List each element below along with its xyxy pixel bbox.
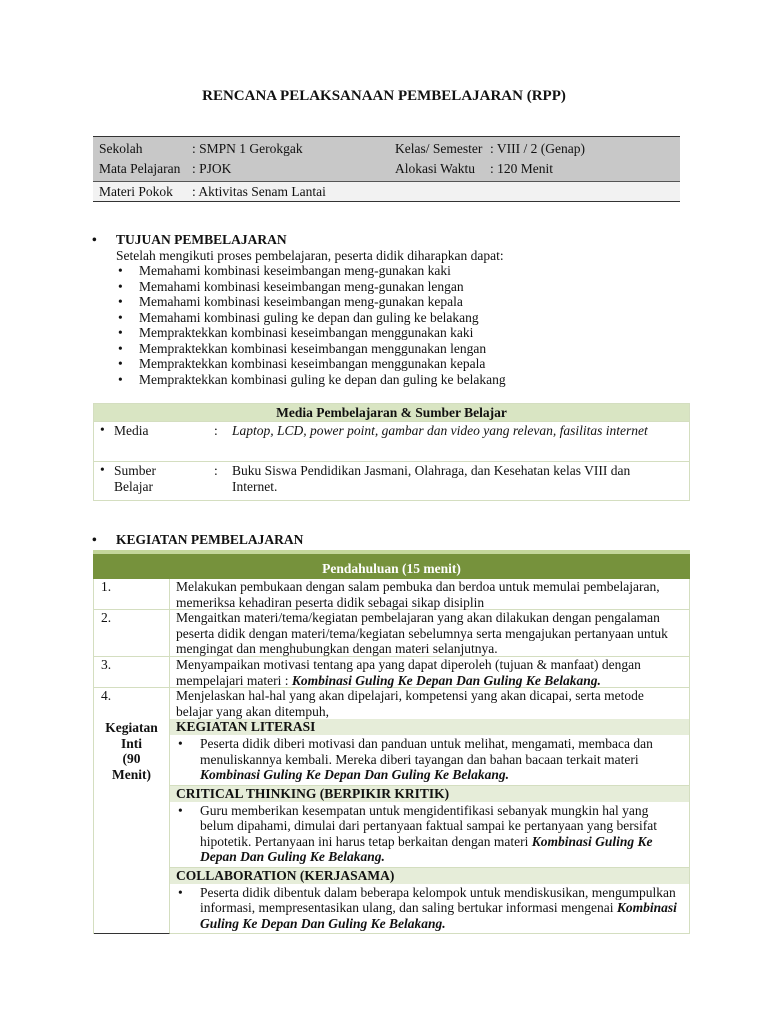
table-row <box>93 579 690 610</box>
critical-heading: CRITICAL THINKING (BERPIKIR KRITIK) <box>170 786 689 802</box>
table-row <box>93 610 690 657</box>
kelas-value: : VIII / 2 (Genap) <box>490 141 585 156</box>
tujuan-list <box>116 263 506 387</box>
bullet-icon: • <box>92 232 97 247</box>
inti-label-line: Kegiatan <box>105 720 158 735</box>
list-item: • Mempraktekkan kombinasi keseimbangan menggunakan kepala <box>116 356 506 372</box>
inti-label-line: Inti <box>120 735 142 751</box>
identity-row-3 <box>93 182 680 201</box>
sumber-value-line-1: Buku Siswa Pendidikan Jasmani, Olahraga, dan Kesehatan kelas VIII dan <box>232 463 631 478</box>
table-row <box>93 657 690 688</box>
kegiatan-inti-label <box>94 719 170 934</box>
sumber-row <box>94 461 689 500</box>
media-label: Media <box>114 423 149 438</box>
media-row <box>94 421 689 461</box>
sekolah-label: Sekolah <box>99 141 143 156</box>
literasi-body: Peserta didik diberi motivasi dan panduan untuk melihat, mengamati, membaca dan menuliskannya kembali. Mereka diberi tayangan dan bahan bacaan terkait materi <box>200 736 653 767</box>
kegiatan-inti-block <box>93 719 690 934</box>
pendahuluan-header: Pendahuluan (15 menit) <box>93 550 690 579</box>
literasi-heading: KEGIATAN LITERASI <box>170 719 689 735</box>
alokasi-value: : 120 Menit <box>490 160 553 176</box>
identity-row-1 <box>99 139 674 159</box>
materi-label: Materi Pokok <box>99 184 173 199</box>
collab-body: Peserta didik dibentuk dalam beberapa kelompok untuk mendiskusikan, mengumpulkan informasi, mempresentasikan ulang, dan saling bertukar informasi mengenai <box>200 884 676 915</box>
step-text: Melakukan pembukaan dengan salam pembuka dan berdoa untuk memulai pembelajaran, memeriksa kehadiran peserta didik sebagai sikap disiplin <box>176 579 660 610</box>
collab-heading: COLLABORATION (KERJASAMA) <box>170 868 689 884</box>
alokasi-label: Alokasi Waktu <box>395 160 476 176</box>
literasi-text <box>170 735 689 786</box>
table-row <box>93 688 690 719</box>
list-item: • Memahami kombinasi keseimbangan meng-gunakan lengan <box>116 279 506 295</box>
media-value: Laptop, LCD, power point, gambar dan video yang relevan, fasilitas internet <box>232 423 648 438</box>
literasi-emphasis: Kombinasi Guling Ke Depan Dan Guling Ke Belakang. <box>200 767 510 782</box>
collab-text <box>170 884 689 935</box>
sumber-value <box>232 462 689 500</box>
media-label-cell <box>94 422 214 461</box>
mapel-value: : PJOK <box>192 160 232 176</box>
identity-grey-block <box>93 137 680 182</box>
identity-table <box>93 136 680 202</box>
step-number: 3. <box>94 657 170 687</box>
step-text: Menyampaikan motivasi tentang apa yang dapat diperoleh (tujuan & manfaat) dengan mempelajari materi : <box>176 657 641 688</box>
list-item: • Mempraktekkan kombinasi keseimbangan menggunakan kaki <box>116 325 506 341</box>
critical-emphasis: Kombinasi Guling Ke Depan Dan Guling Ke Belakang. <box>200 833 653 864</box>
page-title: RENCANA PELAKSANAAN PEMBELAJARAN (RPP) <box>202 88 566 104</box>
step-emphasis: Kombinasi Guling Ke Depan Dan Guling Ke Belakang. <box>291 672 601 688</box>
critical-text <box>170 802 689 868</box>
critical-body: Guru memberikan kesempatan untuk mengidentifikasi sebanyak mungkin hal yang belum dipahami, dimulai dari pertanyaan faktual sampai ke pertanyaan yang bersifat hipotetik. Pertanyaan ini harus tetap berkaitan dengan materi <box>200 802 657 849</box>
kegiatan-heading <box>92 532 303 548</box>
tujuan-intro: Setelah mengikuti proses pembelajaran, peserta didik diharapkan dapat: <box>116 248 504 263</box>
tujuan-heading-text: TUJUAN PEMBELAJARAN <box>116 232 287 247</box>
list-item: • Mempraktekkan kombinasi keseimbangan menggunakan lengan <box>116 341 506 357</box>
step-number: 4. <box>94 688 170 719</box>
step-number: 1. <box>94 579 170 609</box>
kegiatan-table <box>93 550 690 934</box>
media-heading: Media Pembelajaran & Sumber Belajar <box>94 404 689 421</box>
kegiatan-heading-text: KEGIATAN PEMBELAJARAN <box>116 532 304 547</box>
colon: : <box>214 463 218 478</box>
identity-row-2 <box>99 159 674 179</box>
list-item: • Memahami kombinasi guling ke depan dan guling ke belakang <box>116 310 506 326</box>
sumber-value-line-2: Internet. <box>232 478 278 494</box>
inti-label-line: Menit) <box>112 766 151 782</box>
sekolah-value: : SMPN 1 Gerokgak <box>192 141 303 156</box>
list-item: • Memahami kombinasi keseimbangan meng-gunakan kaki <box>116 263 506 279</box>
step-number: 2. <box>94 610 170 656</box>
step-text-wrap <box>170 657 689 687</box>
sumber-label: Sumber Belajar <box>114 463 156 494</box>
kegiatan-inti-body <box>170 719 689 934</box>
tujuan-heading <box>92 232 287 248</box>
mapel-label: Mata Pelajaran <box>99 160 181 176</box>
kelas-label: Kelas/ Semester <box>395 141 483 156</box>
list-item: • Memahami kombinasi keseimbangan meng-gunakan kepala <box>116 294 506 310</box>
list-item: • Mempraktekkan kombinasi guling ke depan dan guling ke belakang <box>116 372 506 388</box>
step-text: Mengaitkan materi/tema/kegiatan pembelajaran yang akan dilakukan dengan pengalaman peserta didik dengan materi/tema/kegiatan sebelumnya serta mengajukan pertanyaan untuk mengingat dan menghubungkan dengan materi selanjutnya. <box>176 610 668 656</box>
materi-value: : Aktivitas Senam Lantai <box>192 184 326 199</box>
collab-emphasis: Kombinasi Guling Ke Depan Dan Guling Ke Belakang. <box>200 900 677 931</box>
bullet-icon: • <box>92 532 97 547</box>
media-table <box>93 403 690 501</box>
bullet-icon: • <box>100 422 105 437</box>
sumber-label-cell <box>94 462 214 500</box>
colon: : <box>214 423 218 438</box>
inti-label-line: (90 <box>122 751 141 766</box>
bullet-icon: • <box>100 462 105 477</box>
step-text: Menjelaskan hal-hal yang akan dipelajari, kompetensi yang akan dicapai, serta metode belajar yang akan ditempuh, <box>176 688 644 719</box>
